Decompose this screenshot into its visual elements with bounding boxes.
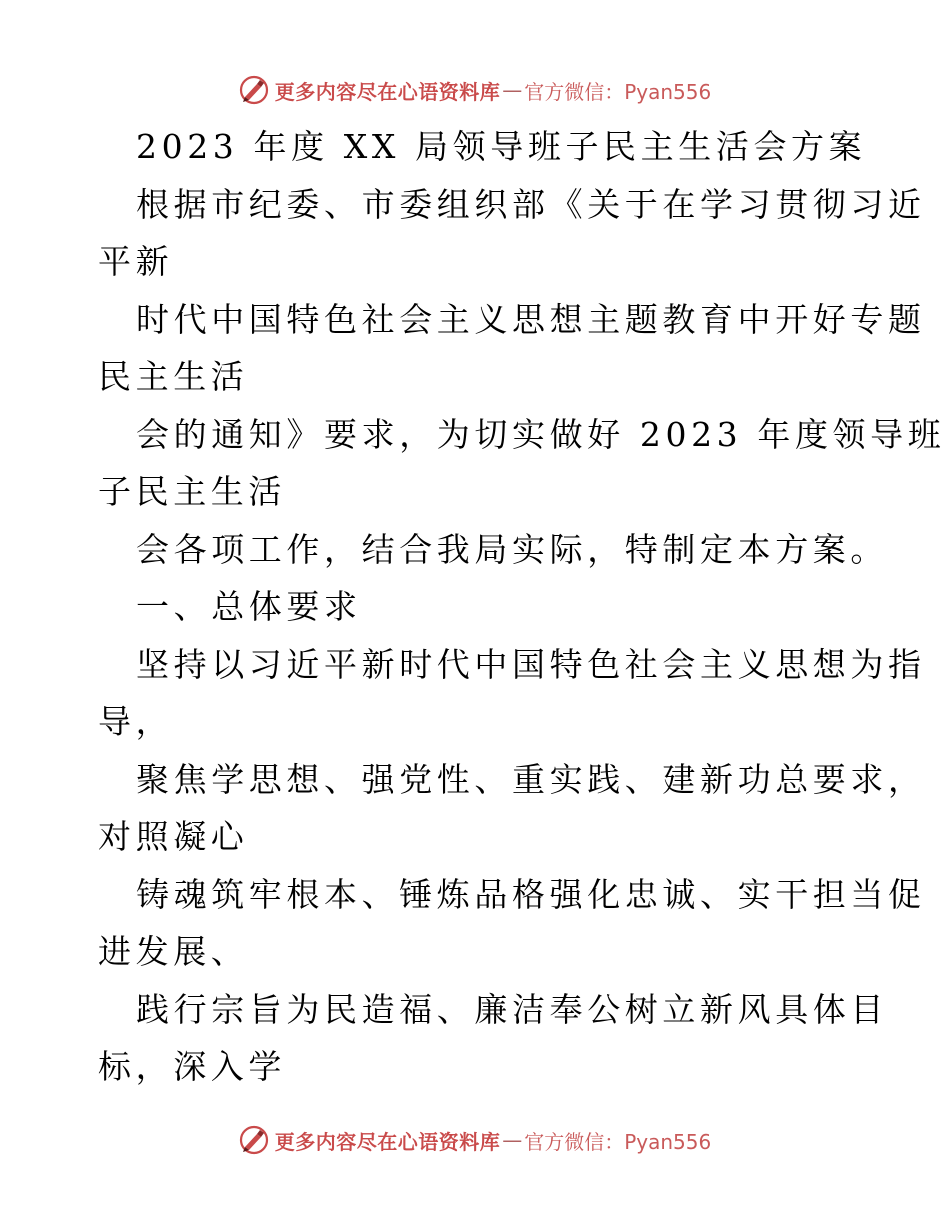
text-line: 进发展、 [98, 932, 249, 971]
section-heading: 一、总体要求 [136, 587, 362, 626]
text-line: 对照凝心 [98, 817, 249, 856]
footer-watermark [0, 1120, 950, 1160]
pen-logo-icon [239, 75, 269, 105]
text-line: 民主生活 [98, 357, 249, 396]
text-line: 导， [98, 702, 174, 741]
text-line: 会各项工作，结合我局实际，特制定本方案。 [136, 529, 888, 569]
text-line: 时代中国特色社会主义思想主题教育中开好专题 [136, 299, 926, 339]
document-body [98, 118, 946, 1096]
watermark-separator: — [502, 1128, 523, 1152]
text-line: 聚焦学思想、强党性、重实践、建新功总要求， [136, 759, 926, 799]
header-watermark [0, 70, 950, 110]
watermark-site-text: 更多内容尽在心语资料库 [274, 79, 501, 104]
watermark-contact-text: 官方微信：Pyan556 [524, 79, 712, 104]
text-line: 子民主生活 [98, 472, 286, 511]
pen-logo-icon [239, 1125, 269, 1155]
text-line: 铸魂筑牢根本、锤炼品格强化忠诚、实干担当促 [136, 874, 926, 914]
watermark-site-text: 更多内容尽在心语资料库 [274, 1129, 501, 1154]
text-line: 根据市纪委、市委组织部《关于在学习贯彻习近 [136, 184, 926, 224]
text-line: 践行宗旨为民造福、廉洁奉公树立新风具体目 [136, 989, 888, 1029]
text-line: 标，深入学 [98, 1047, 286, 1086]
watermark-contact-text: 官方微信：Pyan556 [524, 1129, 712, 1154]
document-title: 2023 年度 XX 局领导班子民主生活会方案 [136, 127, 867, 166]
text-line: 坚持以习近平新时代中国特色社会主义思想为指 [136, 644, 926, 684]
text-line: 会的通知》要求，为切实做好 2023 年度领导班 [136, 414, 946, 454]
text-line: 平新 [98, 242, 174, 281]
watermark-separator: — [502, 78, 523, 102]
